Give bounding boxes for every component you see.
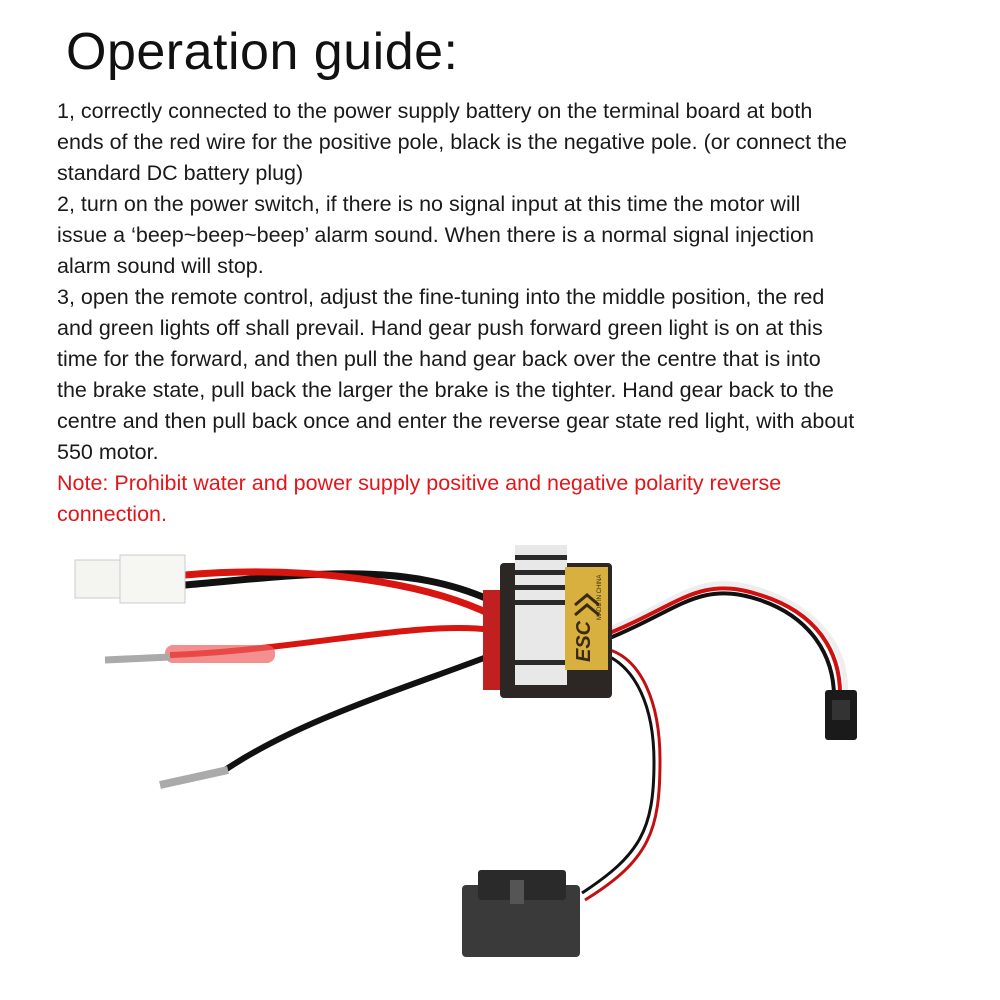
- motor-terminal-black: [160, 770, 228, 785]
- heat-shrink: [165, 645, 275, 663]
- text-line: time for the forward, and then pull the hand gear back over the centre that is into: [57, 347, 821, 371]
- text-line: 550 motor.: [57, 440, 159, 464]
- battery-connector: [75, 555, 185, 603]
- text-line: issue a ‘beep~beep~beep’ alarm sound. When there is a normal signal injection: [57, 223, 814, 247]
- page-title: Operation guide:: [66, 23, 459, 81]
- servo-connector: [825, 690, 857, 740]
- text-line: ends of the red wire for the positive pole, black is the negative pole. (or connect the: [57, 130, 847, 154]
- text-line: connection.: [57, 502, 167, 526]
- svg-text:ESC: ESC: [573, 620, 595, 662]
- motor-wire-black: [225, 655, 492, 770]
- text-line: centre and then pull back once and enter the reverse gear state red light, with about: [57, 409, 855, 433]
- text-line: 2, turn on the power switch, if there is no signal input at this time the motor will: [57, 192, 801, 216]
- svg-text:MADE IN CHINA: MADE IN CHINA: [597, 574, 603, 620]
- servo-lead: [612, 584, 846, 700]
- text-line: the brake state, pull back the larger the brake is the tighter. Hand gear back to the: [57, 378, 834, 402]
- text-line: and green lights off shall prevail. Hand gear push forward green light is on at this: [57, 316, 823, 340]
- text-line: 3, open the remote control, adjust the fine-tuning into the middle position, the red: [57, 285, 825, 309]
- power-switch: [462, 870, 580, 957]
- text-line: 1, correctly connected to the power supply battery on the terminal board at both: [57, 99, 813, 123]
- esc-body: [483, 545, 612, 698]
- motor-terminal-red: [105, 657, 170, 660]
- text-line: Note: Prohibit water and power supply positive and negative polarity reverse: [57, 471, 782, 495]
- text-line: alarm sound will stop.: [57, 254, 264, 278]
- text-line: standard DC battery plug): [57, 161, 304, 185]
